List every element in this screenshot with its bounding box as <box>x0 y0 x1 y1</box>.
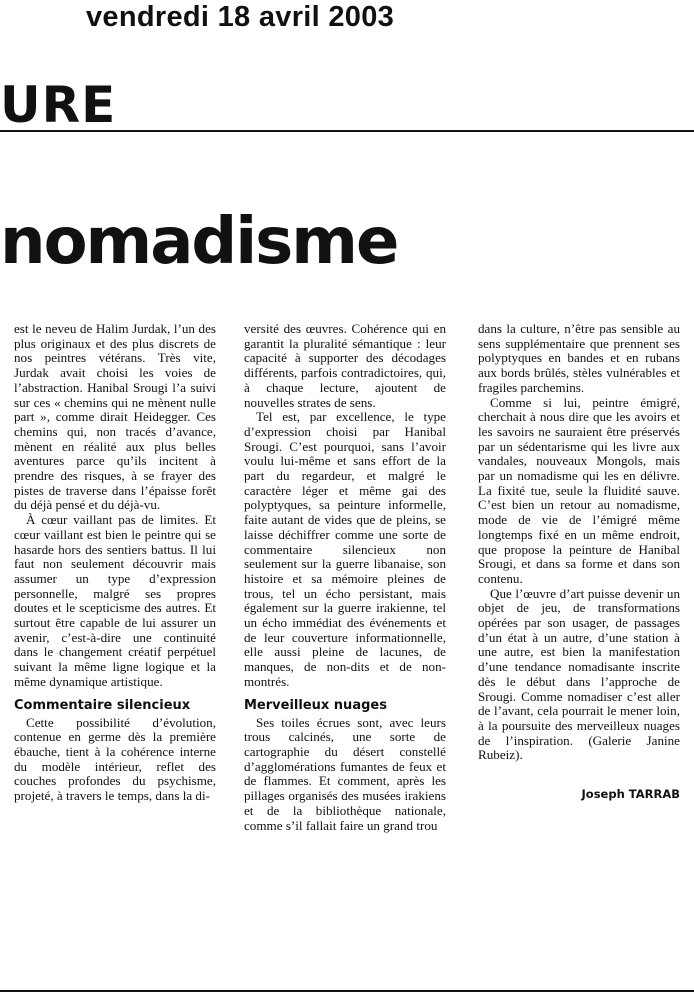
paragraph: Comme si lui, peintre émigré, cherchait à nous dire que les avoirs et les savoirs ne sauraient être préservés par un sédentarisme qui les livre aux vandales, nouveaux Mongols, mais par un nomadisme qui les en délivre. La fixité tue, seule la fluidité sauve. C’est bien un retour au nomadisme, mode de vie de l’émigré même longtemps fixé en un même endroit, que propose la peinture de Hanibal Srougi, et dans sa forme et dans son contenu. <box>478 394 680 586</box>
paragraph: Tel est, par excellence, le type d’expression choisi par Hanibal Srougi. C’est pourquoi, sans l’avoir voulu lui-même et sans effort de la part du regardeur, et malgré le caractère léger et même gai des polyptyques, sa peinture informelle, faite autant de vides que de pleins, se laisse déchiffrer comme une sorte de commentaire silencieux non seulement sur la guerre libanaise, son histoire et sa mémoire pleines de trous, tel un écho persistant, mais également sur la guerre irakienne, tel un écho immédiat des événements et de leur couverture informationnelle, elle aussi pleine de lacunes, de manques, de non-dits et de non-montrés. <box>244 409 446 689</box>
article-column-3 <box>478 322 680 801</box>
article-column-1 <box>14 322 216 804</box>
paragraph: versité des œuvres. Cohérence qui en garantit la pluralité sémantique : leur capacité à supporter des décodages différents, parfois contradictoires, qui, à chaque lecture, ajoutent de nouvelles strates de sens. <box>244 321 446 410</box>
article-headline: nomadisme <box>0 205 398 279</box>
section-title: URE <box>0 76 117 134</box>
paragraph: est le neveu de Halim Jurdak, l’un des plus originaux et des plus discrets de nos peintres vétérans. Très vite, Jurdak avait choisi les voies de l’abstraction. Hanibal Srougi l’a suivi sur ces « chemins qui ne mènent nulle part », comme dirait Heidegger. Ces chemins qui, non tracés d’avance, mènent en réalité aux plus belles aventures parce qu’ils incitent à prendre des risques, à se frayer des pistes de traverse dans l’épaisse forêt du déjà pensé et du déjà-vu. <box>14 321 216 513</box>
page-date: vendredi 18 avril 2003 <box>86 1 395 33</box>
subheading: Commentaire silencieux <box>14 697 191 713</box>
paragraph: À cœur vaillant pas de limites. Et cœur vaillant est bien le peintre qui se hasarde hors des sentiers battus. Il lui faut non seulement découvrir mais assumer un type d’expression personnelle, malgré ses propres doutes et le scepticisme des autres. Et surtout être capable de lui assurer un avenir, c’est-à-dire une continuité dans le changement créatif perpétuel suivant la même ligne logique et la même dynamique artistique. <box>14 512 216 689</box>
subheading: Merveilleux nuages <box>244 697 387 713</box>
bottom-divider <box>0 990 694 992</box>
paragraph: Que l’œuvre d’art puisse devenir un objet de jeu, de transformations opérées par son usager, de passages d’un état à un autre, d’une station à une autre, est bien la manifestation d’une tendance nomadisante inscrite dès le début dans l’approche de Srougi. Comme nomadiser c’est aller de l’avant, cela pourrait le mener loin, à la poursuite des merveilleux nuages de l’inspiration. (Galerie Janine Rubeiz). <box>478 585 680 763</box>
article-column-2 <box>244 322 446 833</box>
paragraph: Cette possibilité d’évolution, contenue en germe dès la première ébauche, tient à la cohérence interne du modèle intérieur, reflet des couches profondes du psychisme, projeté, à travers le temps, dans la di- <box>14 714 216 804</box>
author-byline: Joseph TARRAB <box>581 787 680 802</box>
paragraph: Ses toiles écrues sont, avec leurs trous calcinés, une sorte de cartographie du désert constellé d’agglomérations fumantes de feux et de flammes. Et comment, après les pillages organisés des musées irakiens et de la bibliothèque nationale, comme s’il fallait faire un grand trou <box>244 714 446 833</box>
paragraph: dans la culture, n’être pas sensible au sens supplémentaire que prennent ses polyptyques en bandes et en rubans aux bords brûlés, stèles vulnérables et fragiles parchemins. <box>478 321 680 395</box>
top-divider <box>0 130 694 132</box>
